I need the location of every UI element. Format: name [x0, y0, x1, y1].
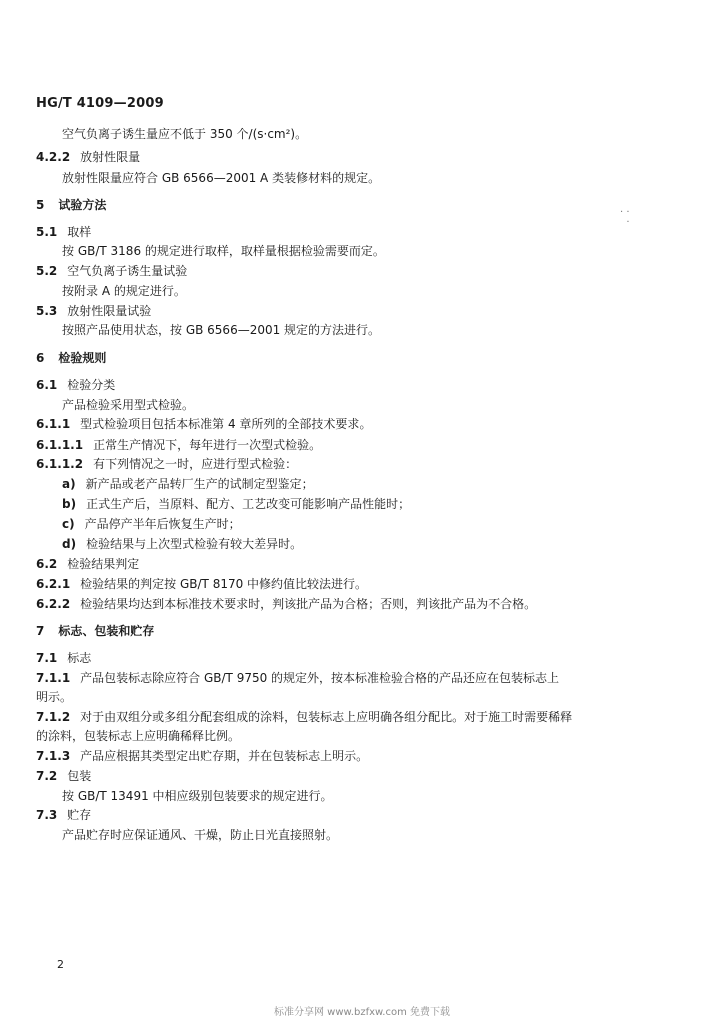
clause-text: 贮存 [67, 808, 92, 822]
document-line [62, 397, 194, 413]
clause-text: 按 GB/T 13491 中相应级别包装要求的规定进行。 [62, 789, 333, 803]
clause-number: 7.1.1 [36, 671, 71, 685]
document-line [36, 263, 187, 279]
document-line [62, 126, 307, 142]
clause-text: 有下列情况之一时，应进行型式检验： [93, 457, 298, 471]
clause-number: 6.2.1 [36, 577, 71, 591]
clause-number: a) [62, 477, 76, 491]
standard-code-header: HG/T 4109—2009 [36, 96, 164, 111]
document-line [62, 476, 314, 492]
clause-text: 包装 [67, 769, 92, 783]
clause-number: 7 [36, 624, 45, 638]
clause-text: 产品应根据其类型定出贮存期，并在包装标志上明示。 [80, 749, 369, 763]
clause-number: 5 [36, 198, 45, 212]
document-line [36, 437, 321, 453]
document-line [36, 350, 106, 366]
clause-text: 的涂料，包装标志上应明确稀释比例。 [36, 729, 241, 743]
document-line [62, 827, 338, 843]
clause-number: 5.1 [36, 225, 58, 239]
document-line [36, 768, 91, 784]
clause-text: 产品停产半年后恢复生产时； [84, 517, 241, 531]
clause-text: 型式检验项目包括本标准第 4 章所列的全部技术要求。 [80, 417, 372, 431]
clause-number: 5.2 [36, 264, 58, 278]
clause-number: 6 [36, 351, 45, 365]
document-line [62, 788, 333, 804]
clause-text: 检验分类 [67, 378, 116, 392]
document-line [36, 576, 367, 592]
document-line [36, 416, 371, 432]
document-line [36, 709, 572, 725]
clause-number: b) [62, 497, 77, 511]
clause-number: 7.3 [36, 808, 58, 822]
clause-text: 放射性限量试验 [67, 304, 152, 318]
document-line [62, 536, 302, 552]
document-line [36, 728, 240, 744]
document-line [36, 748, 368, 764]
clause-number: 6.1.1.2 [36, 457, 84, 471]
clause-text: 空气负离子诱生量应不低于 350 个/(s·cm²)。 [62, 127, 308, 141]
clause-text: 产品检验采用型式检验。 [62, 398, 195, 412]
document-line [36, 650, 91, 666]
clause-number: 7.1.2 [36, 710, 71, 724]
document-line [36, 556, 139, 572]
document-line [36, 670, 559, 686]
document-line [36, 377, 115, 393]
clause-text: 按附录 A 的规定进行。 [62, 284, 186, 298]
document-line [36, 197, 106, 213]
clause-number: c) [62, 517, 75, 531]
document-line [36, 596, 536, 612]
clause-text: 检验结果的判定按 GB/T 8170 中修约值比较法进行。 [80, 577, 368, 591]
clause-text: 新产品或老产品转厂生产的试制定型鉴定； [85, 477, 314, 491]
clause-text: 试验方法 [58, 198, 107, 212]
clause-text: 取样 [67, 225, 92, 239]
clause-text: 明示。 [36, 690, 73, 704]
clause-text: 标志 [67, 651, 92, 665]
document-line [62, 243, 385, 259]
document-line [62, 322, 380, 338]
clause-text: 标志、包装和贮存 [58, 624, 155, 638]
clause-text: 检验规则 [58, 351, 107, 365]
clause-number: 7.1 [36, 651, 58, 665]
scan-specks: · · · [620, 207, 630, 228]
document-line [62, 170, 380, 186]
clause-text: 对于由双组分或多组分配套组成的涂料，包装标志上应明确各组分配比。对于施工时需要稀释 [80, 710, 573, 724]
clause-text: 产品贮存时应保证通风、干燥，防止日光直接照射。 [62, 828, 339, 842]
document-line [62, 516, 241, 532]
clause-text: 检验结果均达到本标准技术要求时，判该批产品为合格；否则，判该批产品为不合格。 [80, 597, 537, 611]
document-line [36, 224, 91, 240]
document-line [36, 689, 72, 705]
clause-text: 放射性限量应符合 GB 6566—2001 A 类装修材料的规定。 [62, 171, 381, 185]
clause-number: 5.3 [36, 304, 58, 318]
clause-text: 检验结果判定 [67, 557, 140, 571]
document-line [36, 456, 297, 472]
clause-number: 6.2 [36, 557, 58, 571]
clause-text: 按照产品使用状态，按 GB 6566—2001 规定的方法进行。 [62, 323, 381, 337]
clause-number: 6.1 [36, 378, 58, 392]
document-line [36, 303, 151, 319]
clause-text: 按 GB/T 3186 的规定进行取样，取样量根据检验需要而定。 [62, 244, 385, 258]
page-number: 2 [57, 958, 64, 971]
clause-text: 正式生产后，当原料、配方、工艺改变可能影响产品性能时； [86, 497, 411, 511]
watermark-footer: 标准分享网 www.bzfxw.com 免费下载 [274, 1007, 450, 1018]
document-line [62, 496, 410, 512]
document-line [36, 807, 91, 823]
clause-number: 7.2 [36, 769, 58, 783]
clause-text: 正常生产情况下，每年进行一次型式检验。 [93, 438, 322, 452]
clause-text: 产品包装标志除应符合 GB/T 9750 的规定外，按本标准检验合格的产品还应在包装标志上 [80, 671, 560, 685]
clause-text: 检验结果与上次型式检验有较大差异时。 [86, 537, 303, 551]
clause-number: 6.1.1 [36, 417, 71, 431]
clause-number: 7.1.3 [36, 749, 71, 763]
clause-number: 4.2.2 [36, 150, 71, 164]
document-line [62, 283, 186, 299]
clause-number: 6.2.2 [36, 597, 71, 611]
document-line [36, 149, 140, 165]
clause-text: 空气负离子诱生量试验 [67, 264, 188, 278]
clause-number: d) [62, 537, 77, 551]
clause-number: 6.1.1.1 [36, 438, 84, 452]
document-line [36, 623, 154, 639]
clause-text: 放射性限量 [80, 150, 141, 164]
